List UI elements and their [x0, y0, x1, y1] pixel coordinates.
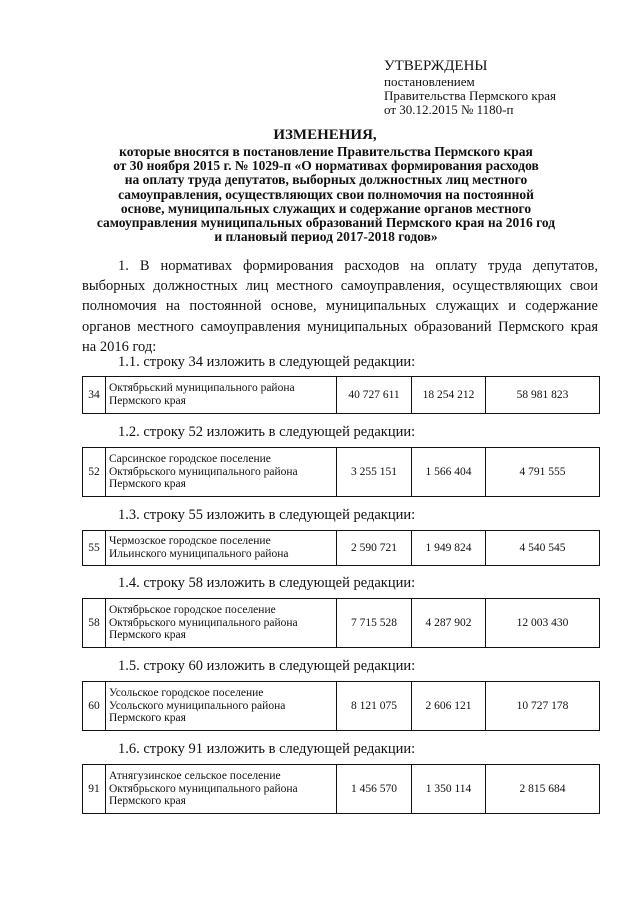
amendment-table — [82, 530, 600, 566]
name-line: Пермского края — [109, 629, 186, 642]
subtitle-line: которые вносятся в постановление Правительства Пермского края — [119, 144, 533, 159]
table-row — [83, 377, 600, 414]
amendment-table — [82, 376, 600, 414]
name-line: Сарсинское городское поселение — [109, 453, 271, 466]
section-heading: 1.3. строку 55 изложить в следующей редакции: — [118, 507, 416, 523]
municipality-name — [106, 531, 337, 566]
name-line: Октябрьское городское поселение — [109, 604, 276, 617]
table-row — [83, 448, 600, 497]
section-heading: 1.1. строку 34 изложить в следующей редакции: — [118, 354, 416, 370]
table-row — [83, 599, 600, 648]
amendment-table — [82, 681, 600, 731]
row-number: 52 — [83, 448, 106, 497]
section-heading: 1.2. строку 52 изложить в следующей редакции: — [118, 424, 416, 440]
value-cell: 3 255 151 — [337, 448, 412, 497]
name-line: Октябрьского муниципального района — [109, 782, 298, 795]
name-line: Чермозское городское поселение — [109, 535, 271, 548]
name-line: Пермского края — [109, 478, 186, 491]
value-cell: 4 540 545 — [486, 531, 600, 566]
name-line: Ильинского муниципального района — [109, 548, 289, 560]
subtitle-line: от 30 ноября 2015 г. № 1029-п «О нормативах формирования расходов — [113, 158, 539, 174]
name-line: Октябрьский муниципального района — [109, 382, 295, 395]
value-cell: 1 350 114 — [412, 765, 486, 814]
approval-line: постановлением — [384, 74, 475, 89]
name-line: Пермского края — [109, 712, 186, 725]
subtitle-line: основе, муниципальных служащих и содержание органов местного — [120, 200, 532, 216]
value-cell: 18 254 212 — [412, 377, 486, 414]
subtitle-line: на оплату труда депутатов, выборных должностных лиц местного — [124, 172, 528, 188]
name-line: Атнягузинское сельское поселение — [109, 770, 281, 783]
value-cell: 4 287 902 — [412, 599, 486, 648]
section-heading: 1.6. строку 91 изложить в следующей редакции: — [118, 741, 416, 757]
name-line: Усольское городское поселение — [109, 687, 264, 700]
document-subtitle — [72, 145, 580, 244]
value-cell: 7 715 528 — [337, 599, 412, 648]
value-cell: 1 456 570 — [337, 765, 412, 814]
amendment-table — [82, 764, 600, 814]
amendment-table — [82, 598, 600, 648]
intro-paragraph: 1. В нормативах формирования расходов на оплату труда депутатов, выборных должностных лиц местного самоуправления, осуществляющих свои полномочия на постоянной основе, муниципальных служащих и содержание органов местного самоуправления муниципальных образований Пермского края на 2016 год: — [82, 258, 598, 355]
name-line: Пермского края — [109, 795, 186, 808]
value-cell: 8 121 075 — [337, 682, 412, 731]
subtitle-line: и плановый период 2017-2018 годов» — [214, 229, 438, 245]
value-cell: 2 815 684 — [486, 765, 600, 814]
municipality-name — [106, 765, 337, 814]
value-cell: 12 003 430 — [486, 599, 600, 648]
approval-block — [384, 58, 624, 117]
row-number: 91 — [83, 765, 106, 814]
approval-line: от 30.12.2015 № 1180-п — [384, 102, 514, 117]
row-number: 60 — [83, 682, 106, 731]
table-row — [83, 682, 600, 731]
value-cell: 58 981 823 — [486, 377, 600, 414]
value-cell: 4 791 555 — [486, 448, 600, 497]
section-heading: 1.5. строку 60 изложить в следующей редакции: — [118, 658, 416, 674]
approval-heading: УТВЕРЖДЕНЫ — [384, 58, 488, 74]
value-cell: 40 727 611 — [337, 377, 412, 414]
approval-line: Правительства Пермского края — [384, 88, 556, 103]
value-cell: 1 566 404 — [412, 448, 486, 497]
name-line: Октябрьского муниципального района — [109, 465, 298, 478]
subtitle-line: самоуправления муниципальных образований Пермского края на 2016 год — [96, 215, 556, 231]
value-cell: 2 606 121 — [412, 682, 486, 731]
value-cell: 10 727 178 — [486, 682, 600, 731]
name-line: Усольского муниципального района — [109, 699, 286, 712]
municipality-name — [106, 448, 337, 497]
amendment-table — [82, 447, 600, 497]
name-line: Октябрьского муниципального района — [109, 616, 298, 629]
section-heading: 1.4. строку 58 изложить в следующей редакции: — [118, 575, 416, 591]
document-title: ИЗМЕНЕНИЯ, — [273, 127, 377, 143]
value-cell: 1 949 824 — [412, 531, 486, 566]
subtitle-line: самоуправления, осуществляющих свои полномочия на постоянной — [118, 186, 534, 202]
table-row — [83, 531, 600, 566]
row-number: 34 — [83, 377, 106, 414]
municipality-name — [106, 377, 337, 414]
municipality-name — [106, 599, 337, 648]
table-row — [83, 765, 600, 814]
municipality-name — [106, 682, 337, 731]
row-number: 55 — [83, 531, 106, 566]
value-cell: 2 590 721 — [337, 531, 412, 566]
name-line: Пермского края — [109, 395, 186, 407]
row-number: 58 — [83, 599, 106, 648]
